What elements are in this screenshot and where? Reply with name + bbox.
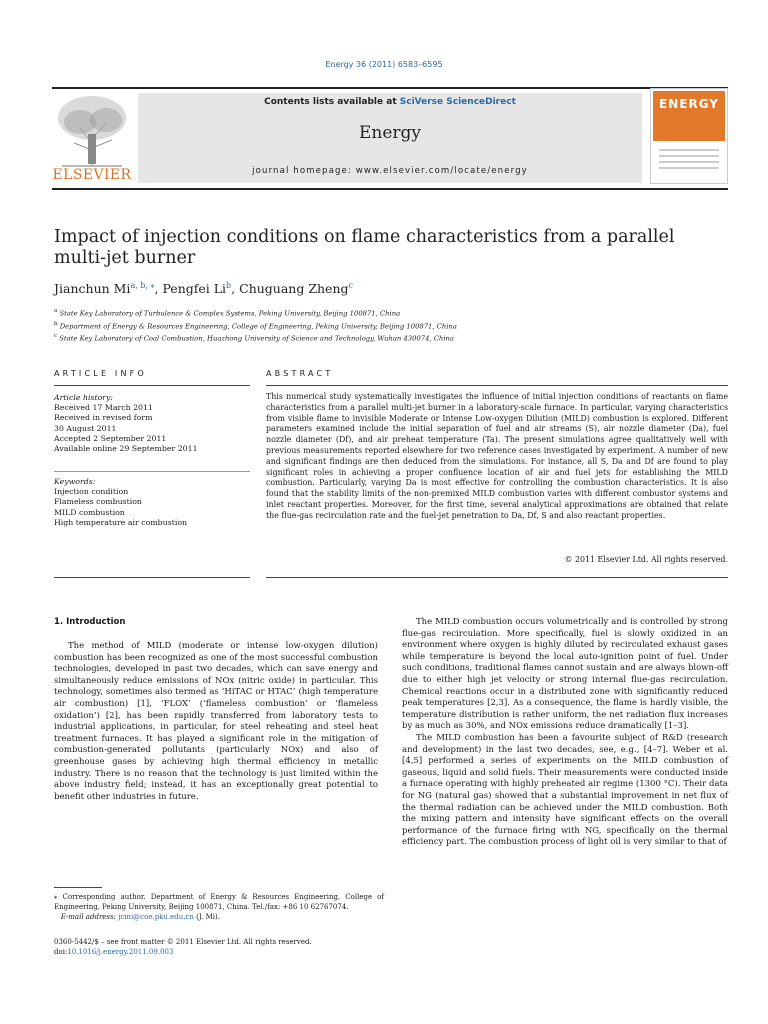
journal-header-band: [138, 93, 642, 183]
corresponding-author-footnote: [54, 892, 384, 922]
history-item: Received in revised form: [54, 413, 153, 423]
keywords: [54, 477, 250, 528]
keyword-item: High temperature air combustion: [54, 517, 188, 527]
history-item: 30 August 2011: [54, 423, 117, 433]
affiliation-text: Department of Energy & Resources Engineering, College of Engineering, Peking University, Beijing 100871, China: [59, 321, 457, 330]
article-info-rule: [54, 385, 250, 386]
cover-lines: [659, 149, 719, 173]
email-suffix: (J. Mi).: [193, 913, 220, 921]
history-item: Received 17 March 2011: [54, 403, 153, 413]
email-link[interactable]: jcmi@coe.pku.edu.cn: [118, 913, 194, 921]
affiliation-item: [54, 319, 714, 332]
author-affil-mark[interactable]: b: [226, 281, 232, 290]
sciencedirect-link[interactable]: SciVerse ScienceDirect: [399, 97, 516, 107]
abstract-paragraph: This numerical study systematically investigates the influence of initial injection conditions of reactants on flame characteristics from a parallel multi-jet burner in a laboratory-scale furnace. In particular, varying characteristics from visible flame to invisible Moderate or Intense Low-oxygen Dilution (MILD) combustion is explored. Different parameters examined include the initial separation of fuel and air streams (S), air nozzle diameter (Da), fuel nozzle diameter (Df), and air preheat temperature (Ta). The present simulations agree qualitatively well with previous measurements reported elsewhere for two reference cases investigated by experiment. A number of new and significant findings are then deduced from the simulations. For instance, all S, Da and Df are found to play significant roles in achieving a proper confluence location of air and fuel jets for establishing the MILD combustion. Particularly, varying Da is most effective for controlling the combustion characteristics. It is also found that the stability limits of the non-premixed MILD combustion varies with different combustor systems and inlet reactant properties. Moreover, for the first time, several analytical approximations are obtained that relate the flue-gas recirculation rate and the fuel-jet penetration to Da, Df, S and also reactant properties.: [266, 392, 728, 520]
header-rule-bottom: [52, 188, 728, 190]
footnote-rule: [54, 887, 102, 888]
keyword-item: Injection condition: [54, 487, 129, 497]
article-history: [54, 393, 250, 454]
author-affil-mark[interactable]: c: [348, 281, 353, 290]
doi-line: [54, 947, 384, 957]
journal-reference[interactable]: Energy 36 (2011) 6583–6595: [325, 60, 443, 69]
email-label: E-mail address:: [60, 913, 116, 921]
contents-prefix: Contents lists available at: [264, 97, 400, 107]
affiliation-mark: c: [54, 333, 58, 340]
journal-name: Energy: [358, 123, 422, 143]
body-paragraph: The method of MILD (moderate or intense low-oxygen dilution) combustion has been recognized as one of the most successful combustion technologies, developed in past two decades, which can save energy and simultaneously reduce emissions of NOx (nitric oxide) in particular. This technology, sometimes also termed as ‘HiTAC or HTAC’ (high temperature air combustion) [1], ‘FLOX’ (‘flameless combustion’ or ‘flameless oxidation’) [2], has been rapidly transferred from laboratory tests to industrial applications, in particular, for steel reheating and steel heat treatment furnaces. It has played a significant role in the mitigation of combustion-generated pollutants (particularly NOx) and also of greenhouse gases by achieving high thermal efficiency in metallic industry. There is no reason that the technology is just limited within the above industry field; instead, it has an exceptionally great potential to benefit other industries in future.: [54, 641, 378, 802]
affiliation-mark: b: [54, 320, 58, 327]
affiliation-mark: a: [54, 308, 58, 314]
author-separator: ,: [154, 281, 163, 297]
article-info-bottom-rule: [54, 577, 250, 578]
section-heading-introduction: 1. Introduction: [54, 617, 126, 627]
body-column-left: [54, 641, 378, 803]
footnote-email-line: [54, 912, 384, 922]
author-affil-mark[interactable]: a, b, ⁎: [130, 281, 155, 290]
contents-line: [138, 97, 642, 107]
history-item: Accepted 2 September 2011: [54, 433, 167, 443]
abstract-text: [266, 392, 728, 522]
affiliation-text: State Key Laboratory of Turbulence & Complex Systems, Peking University, Beijing 100871, China: [59, 309, 401, 318]
footnote-text: ⁎ Corresponding author. Department of Energy & Resources Engineering, College of Engineering, Peking University, Beijing 100871, China. Tel./fax: +86 10 62767074.: [54, 893, 384, 911]
history-label: Article history:: [54, 393, 114, 402]
front-matter: [54, 937, 384, 957]
keyword-item: MILD combustion: [54, 507, 125, 517]
keywords-label: Keywords:: [54, 477, 96, 486]
affiliation-item: [54, 306, 714, 319]
cover-title: ENERGY: [659, 97, 719, 111]
history-item: Available online 29 September 2011: [54, 444, 198, 454]
doi-prefix: doi:: [54, 948, 68, 956]
author-list: [54, 281, 694, 296]
issn-line: 0360-5442/$ – see front matter © 2011 Elsevier Ltd. All rights reserved.: [54, 938, 312, 946]
journal-homepage[interactable]: journal homepage: www.elsevier.com/locate/energy: [252, 166, 528, 176]
abstract-heading: ABSTRACT: [266, 369, 334, 378]
doi-link[interactable]: 10.1016/j.energy.2011.09.003: [67, 948, 174, 956]
article-title: Impact of injection conditions on flame characteristics from a parallel multi-jet burner: [54, 227, 675, 268]
publisher-logo-text: ELSEVIER: [52, 167, 132, 183]
body-column-right: [402, 617, 728, 849]
keywords-rule: [54, 471, 250, 472]
body-paragraph: The MILD combustion occurs volumetrically and is controlled by strong flue-gas recirculation. More specifically, fuel is slowly oxidized in an environment where oxygen is highly diluted by recirculated exhaust gases while temperature is beyond the local auto-ignition point of fuel. Under such conditions, traditional flames cannot sustain and are always blown-off due to either high jet velocity or strong internal flue-gas recirculation. Chemical reactions occur in a distributed zone with significantly reduced peak temperatures [2,3]. As a consequence, the flame is hardly visible, the temperature distribution is rather uniform, the net radiation flux increases by as much as 30%, and NOx emissions reduce dramatically [1–3].: [402, 617, 728, 732]
affiliations: [54, 306, 714, 344]
affiliation-item: [54, 331, 714, 344]
header-rule-top: [52, 87, 728, 89]
abstract-rule: [266, 385, 728, 386]
author-separator: ,: [231, 281, 240, 297]
author-name: Chuguang Zheng: [239, 281, 349, 297]
article-info-heading: ARTICLE INFO: [54, 369, 147, 378]
copyright-line: © 2011 Elsevier Ltd. All rights reserved.: [564, 555, 728, 564]
abstract-bottom-rule: [266, 577, 728, 578]
journal-cover-thumbnail: [650, 88, 728, 184]
author-name: Jianchun Mi: [54, 281, 131, 297]
keyword-item: Flameless combustion: [54, 497, 142, 507]
author-name: Pengfei Li: [162, 281, 227, 297]
affiliation-text: State Key Laboratory of Coal Combustion, Huazhong University of Science and Technology, Wuhan 430074, China: [59, 334, 454, 343]
body-paragraph: The MILD combustion has been a favourite subject of R&D (research and development) in the last two decades, see, e.g., [4–7]. Weber et al. [4,5] performed a series of experiments on the MILD combustion of gaseous, liquid and solid fuels. Their measurements were conducted inside a furnace operating with highly preheated air regime (1300 °C). Their data for NG (natural gas) showed that a substantial improvement in net flux of the thermal radiation can be achieved under the MILD combustion. Both the mixing pattern and intensity have significant effects on the overall performance of the furnace firing with NG, specifically on the thermal efficiency part. The combustion process of light oil is very similar to that of: [402, 732, 728, 848]
